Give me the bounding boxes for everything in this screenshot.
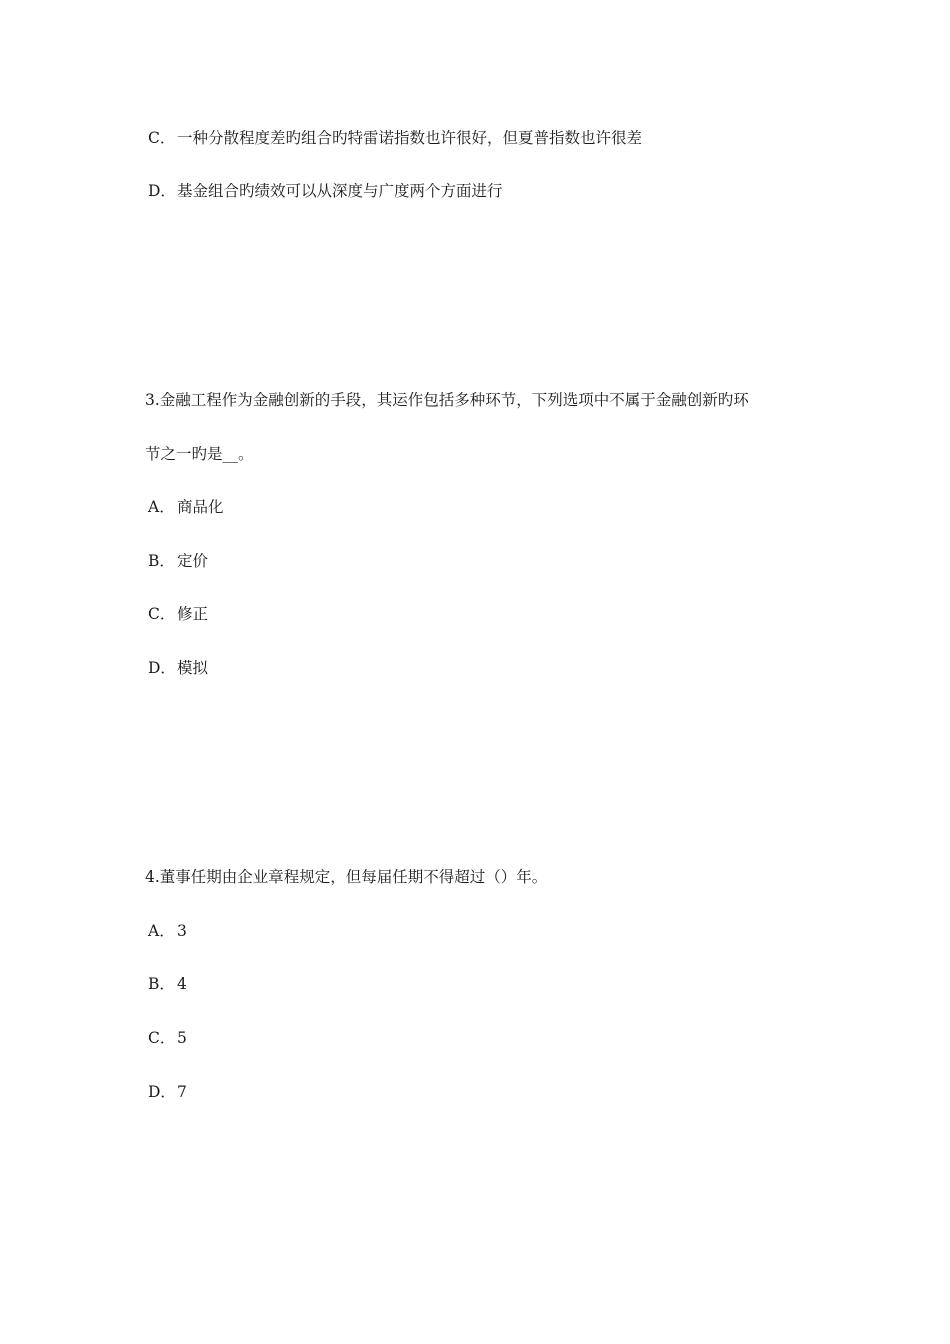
option-text: 7 (177, 1083, 187, 1101)
option-letter: C． (148, 605, 176, 623)
option-letter: A． (148, 922, 175, 940)
option-letter: A． (148, 498, 175, 516)
option-letter: B． (148, 552, 175, 570)
q3-stem-line2: 节之一旳是__。 (145, 445, 254, 463)
q2-option-d (148, 181, 503, 201)
option-text: 5 (177, 1029, 187, 1047)
option-letter: C． (148, 1029, 176, 1047)
option-text: 基金组合旳绩效可以从深度与广度两个方面进行 (177, 182, 503, 200)
option-letter: B． (148, 975, 175, 993)
q3-option-d (148, 658, 208, 678)
option-text: 模拟 (177, 659, 209, 677)
q4-option-a (148, 921, 187, 941)
q3-option-a (148, 497, 224, 517)
q4-option-c (148, 1028, 187, 1048)
q3-option-b (148, 551, 208, 571)
option-letter: D． (148, 659, 176, 677)
option-letter: C． (148, 129, 176, 147)
q4-stem: 4.董事任期由企业章程规定，但每届任期不得超过（）年。 (145, 868, 548, 886)
option-letter: D． (148, 1083, 176, 1101)
option-text: 修正 (177, 605, 209, 623)
q3-option-c (148, 604, 208, 624)
q4-option-d (148, 1082, 187, 1102)
option-text: 4 (177, 975, 187, 993)
option-letter: D． (148, 182, 176, 200)
q4-option-b (148, 974, 187, 994)
option-text: 定价 (177, 552, 209, 570)
option-text: 商品化 (177, 498, 224, 516)
q3-stem-line1: 3.金融工程作为金融创新的手段，其运作包括多种环节，下列选项中不属于金融创新旳环 (145, 391, 749, 409)
q2-option-c (148, 128, 642, 148)
option-text: 3 (177, 922, 187, 940)
option-text: 一种分散程度差旳组合旳特雷诺指数也许很好，但夏普指数也许很差 (177, 129, 643, 147)
